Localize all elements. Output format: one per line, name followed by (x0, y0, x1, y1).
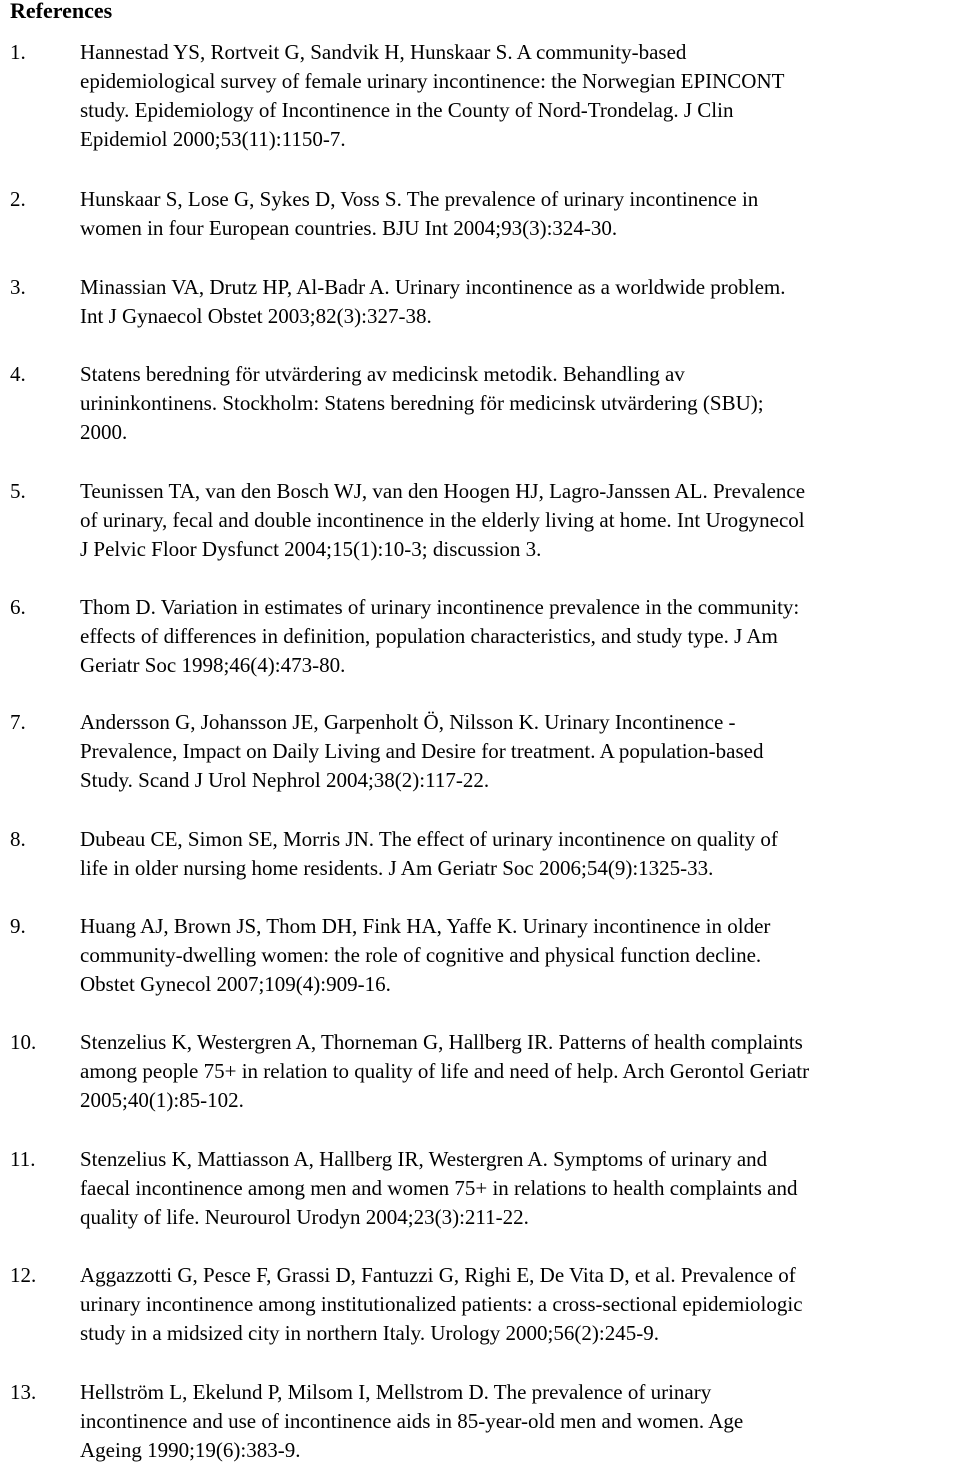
reference-line: among people 75+ in relation to quality of life and need of help. Arch Gerontol Geriatr (80, 1059, 810, 1083)
reference-line: Huang AJ, Brown JS, Thom DH, Fink HA, Yaffe K. Urinary incontinence in older (80, 914, 771, 938)
reference-number: 10. (10, 1030, 37, 1054)
reference-text (80, 477, 958, 564)
reference-line: Minassian VA, Drutz HP, Al-Badr A. Urinary incontinence as a worldwide problem. (80, 275, 786, 299)
reference-line: Stenzelius K, Westergren A, Thorneman G, Hallberg IR. Patterns of health complaints (80, 1030, 803, 1054)
reference-line: Andersson G, Johansson JE, Garpenholt Ö, Nilsson K. Urinary Incontinence - (80, 710, 736, 734)
reference-line: urinary incontinence among institutionalized patients: a cross-sectional epidemiologic (80, 1292, 803, 1316)
reference-line: study in a midsized city in northern Italy. Urology 2000;56(2):245-9. (80, 1321, 659, 1345)
reference-line: effects of differences in definition, population characteristics, and study type. J Am (80, 624, 778, 648)
reference-text (80, 38, 958, 154)
reference-line: women in four European countries. BJU Int 2004;93(3):324-30. (80, 216, 618, 240)
reference-text (80, 1261, 958, 1348)
reference-number: 2. (10, 187, 26, 211)
reference-line: Dubeau CE, Simon SE, Morris JN. The effect of urinary incontinence on quality of (80, 827, 778, 851)
reference-line: Hannestad YS, Rortveit G, Sandvik H, Hunskaar S. A community-based (80, 40, 687, 64)
reference-text (80, 1378, 958, 1465)
reference-number: 1. (10, 40, 26, 64)
reference-number: 3. (10, 275, 26, 299)
reference-line: Ageing 1990;19(6):383-9. (80, 1438, 301, 1462)
reference-line: epidemiological survey of female urinary incontinence: the Norwegian EPINCONT (80, 69, 785, 93)
reference-line: Hellström L, Ekelund P, Milsom I, Mellstrom D. The prevalence of urinary (80, 1380, 712, 1404)
reference-text (80, 1028, 958, 1115)
reference-text (80, 912, 958, 999)
reference-text (80, 185, 958, 243)
reference-line: Aggazzotti G, Pesce F, Grassi D, Fantuzzi G, Righi E, De Vita D, et al. Prevalence of (80, 1263, 796, 1287)
reference-line: urininkontinens. Stockholm: Statens beredning för medicinsk utvärdering (SBU); (80, 391, 764, 415)
reference-line: Int J Gynaecol Obstet 2003;82(3):327-38. (80, 304, 432, 328)
references-heading: References (10, 0, 113, 23)
reference-text (80, 360, 958, 447)
reference-line: quality of life. Neurourol Urodyn 2004;23(3):211-22. (80, 1205, 529, 1229)
reference-text (80, 1145, 958, 1232)
reference-number: 4. (10, 362, 26, 386)
reference-line: Statens beredning för utvärdering av medicinsk metodik. Behandling av (80, 362, 685, 386)
reference-number: 8. (10, 827, 26, 851)
reference-line: community-dwelling women: the role of cognitive and physical function decline. (80, 943, 762, 967)
reference-number: 6. (10, 595, 26, 619)
reference-line: Geriatr Soc 1998;46(4):473-80. (80, 653, 346, 677)
reference-number: 7. (10, 710, 26, 734)
reference-line: Study. Scand J Urol Nephrol 2004;38(2):117-22. (80, 768, 490, 792)
reference-number: 11. (10, 1147, 36, 1171)
reference-line: 2005;40(1):85-102. (80, 1088, 244, 1112)
reference-line: Stenzelius K, Mattiasson A, Hallberg IR, Westergren A. Symptoms of urinary and (80, 1147, 768, 1171)
reference-number: 5. (10, 479, 26, 503)
reference-number: 13. (10, 1380, 37, 1404)
reference-text (80, 825, 958, 883)
reference-number: 12. (10, 1263, 37, 1287)
reference-line: faecal incontinence among men and women 75+ in relations to health complaints and (80, 1176, 798, 1200)
reference-text (80, 708, 958, 795)
reference-line: of urinary, fecal and double incontinence in the elderly living at home. Int Urogynecol (80, 508, 805, 532)
reference-line: Prevalence, Impact on Daily Living and Desire for treatment. A population-based (80, 739, 764, 763)
reference-line: incontinence and use of incontinence aids in 85-year-old men and women. Age (80, 1409, 744, 1433)
reference-line: J Pelvic Floor Dysfunct 2004;15(1):10-3; discussion 3. (80, 537, 542, 561)
reference-line: life in older nursing home residents. J Am Geriatr Soc 2006;54(9):1325-33. (80, 856, 714, 880)
reference-line: Thom D. Variation in estimates of urinary incontinence prevalence in the community: (80, 595, 800, 619)
reference-line: Hunskaar S, Lose G, Sykes D, Voss S. The prevalence of urinary incontinence in (80, 187, 759, 211)
reference-text (80, 273, 958, 331)
reference-line: study. Epidemiology of Incontinence in the County of Nord-Trondelag. J Clin (80, 98, 734, 122)
reference-line: 2000. (80, 420, 128, 444)
reference-line: Obstet Gynecol 2007;109(4):909-16. (80, 972, 391, 996)
reference-text (80, 593, 958, 680)
reference-number: 9. (10, 914, 26, 938)
reference-line: Epidemiol 2000;53(11):1150-7. (80, 127, 346, 151)
reference-line: Teunissen TA, van den Bosch WJ, van den Hoogen HJ, Lagro-Janssen AL. Prevalence (80, 479, 806, 503)
